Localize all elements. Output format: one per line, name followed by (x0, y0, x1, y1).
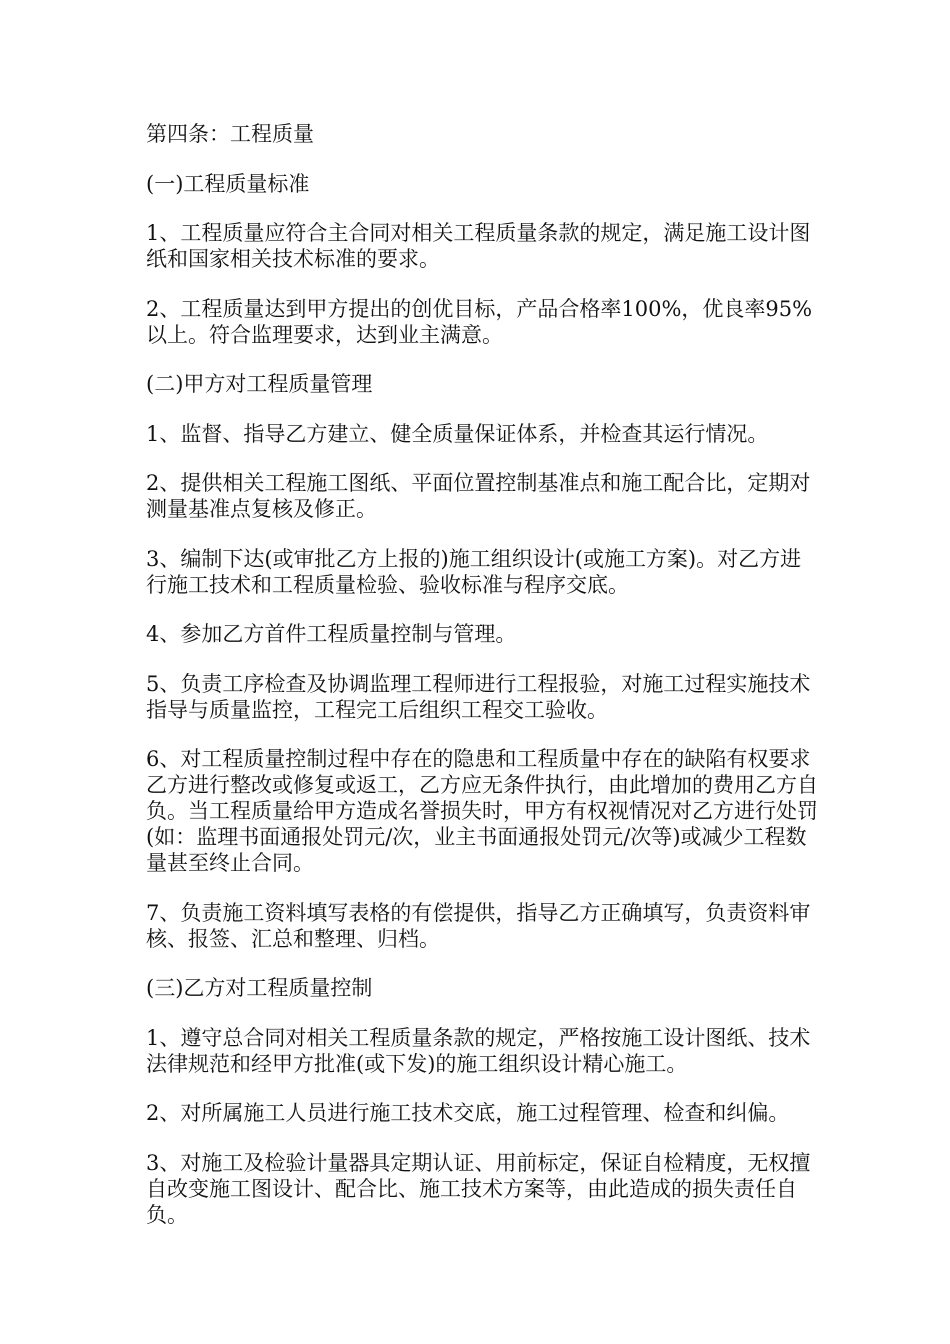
section-heading-party-b-control: (三)乙方对工程质量控制 (146, 976, 373, 1000)
paragraph: 3、编制下达(或审批乙方上报的)施工组织设计(或施工方案)。对乙方进行施工技术和工程质量检验、验收标准与程序交底。 (146, 546, 802, 597)
section-heading-quality-standard: (一)工程质量标准 (146, 171, 310, 196)
paragraph: 1、工程质量应符合主合同对相关工程质量条款的规定，满足施工设计图纸和国家相关技术标准的要求。 (146, 221, 811, 271)
paragraph: 2、提供相关工程施工图纸、平面位置控制基准点和施工配合比，定期对测量基准点复核及修正。 (146, 471, 811, 521)
paragraph: 2、工程质量达到甲方提出的创优目标，产品合格率100%，优良率95%以上。符合监理要求，达到业主满意。 (146, 296, 813, 347)
section-heading-party-a-management: (二)甲方对工程质量管理 (146, 372, 373, 396)
paragraph: 6、对工程质量控制过程中存在的隐患和工程质量中存在的缺陷有权要求乙方进行整改或修复或返工，乙方应无条件执行，由此增加的费用乙方自负。当工程质量给甲方造成名誉损失时，甲方有权视情况对乙方进行处罚(如：监理书面通报处罚元/次，业主书面通报处罚元/次等)或减少工程数量甚至终止合同。 (146, 747, 818, 875)
paragraph: 7、负责施工资料填写表格的有偿提供，指导乙方正确填写，负责资料审核、报签、汇总和整理、归档。 (146, 900, 811, 951)
paragraph: 2、对所属施工人员进行施工技术交底，施工过程管理、检查和纠偏。 (146, 1101, 790, 1125)
article-heading: 第四条：工程质量 (146, 122, 314, 146)
paragraph: 3、对施工及检验计量器具定期认证、用前标定，保证自检精度，无权擅自改变施工图设计、配合比、施工技术方案等，由此造成的损失责任自负。 (146, 1150, 811, 1227)
document-page (146, 121, 818, 1251)
paragraph: 5、负责工序检查及协调监理工程师进行工程报验，对施工过程实施技术指导与质量监控，工程完工后组织工程交工验收。 (146, 671, 811, 722)
paragraph: 4、参加乙方首件工程质量控制与管理。 (146, 622, 517, 646)
paragraph: 1、遵守总合同对相关工程质量条款的规定，严格按施工设计图纸、技术法律规范和经甲方批准(或下发)的施工组织设计精心施工。 (146, 1025, 811, 1076)
paragraph: 1、监督、指导乙方建立、健全质量保证体系，并检查其运行情况。 (146, 421, 769, 446)
